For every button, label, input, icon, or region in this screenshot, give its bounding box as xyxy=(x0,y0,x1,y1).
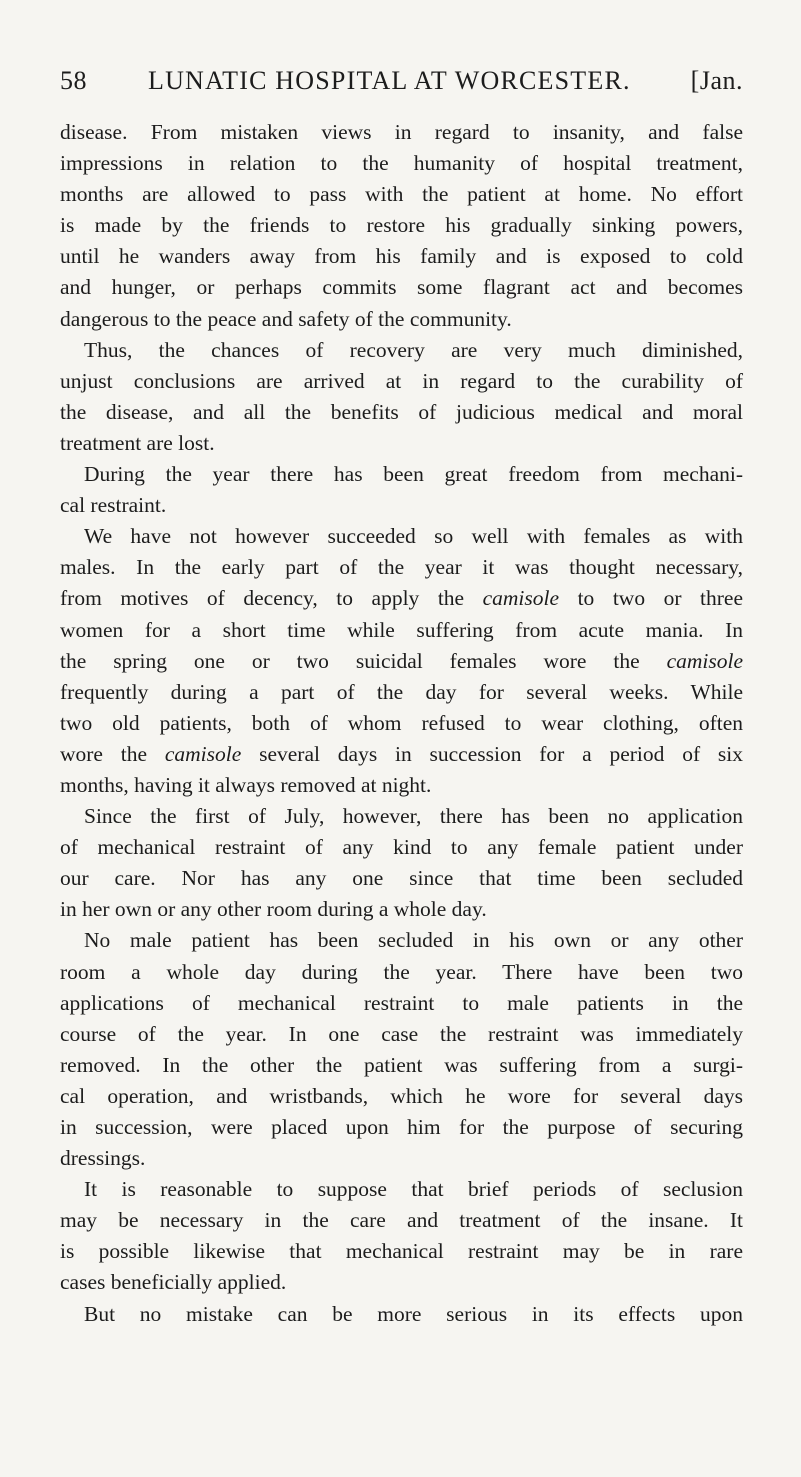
text-line: removed. In the other the patient was suffering from a surgi- xyxy=(60,1052,743,1077)
text-line: months are allowed to pass with the patient at home. No effort xyxy=(60,182,743,207)
text-line: cal restraint. xyxy=(60,493,167,518)
text-line: is possible likewise that mechanical restraint may be in rare xyxy=(60,1239,743,1264)
text-line xyxy=(60,583,743,614)
text-line: of mechanical restraint of any kind to any female patient under xyxy=(60,835,743,860)
text-line: women for a short time while suffering from acute mania. In xyxy=(60,617,743,642)
text-line: may be necessary in the care and treatment of the insane. It xyxy=(60,1208,743,1233)
paragraph-start-line: During the year there has been great freedom from mechani- xyxy=(84,462,743,487)
text-line: in succession, were placed upon him for the purpose of securing xyxy=(60,1115,743,1139)
text-line: room a whole day during the year. There have been two xyxy=(60,959,743,984)
text-line: impressions in relation to the humanity of hospital treatment, xyxy=(60,151,743,176)
text-line: until he wanders away from his family and is exposed to cold xyxy=(60,244,743,269)
text-line: our care. Nor has any one since that time been secluded xyxy=(60,866,743,891)
paragraph-start-line: Thus, the chances of recovery are very much diminished, xyxy=(84,337,743,362)
text-line: unjust conclusions are arrived at in regard to the curability of xyxy=(60,368,743,393)
text-line: males. In the early part of the year it was thought necessary, xyxy=(60,555,743,580)
text-line: course of the year. In one case the restraint was immediately xyxy=(60,1021,743,1046)
text-line: dressings. xyxy=(60,1146,146,1171)
text-line: the disease, and all the benefits of judicious medical and moral xyxy=(60,399,743,424)
text-line: dangerous to the peace and safety of the community. xyxy=(60,306,512,331)
text-line: disease. From mistaken views in regard to insanity, and false xyxy=(60,120,743,144)
running-date: [Jan. xyxy=(690,66,743,95)
text-line: two old patients, both of whom refused to wear clothing, often xyxy=(60,710,743,735)
text-line xyxy=(60,739,743,770)
paragraph-start-line: Since the first of July, however, there has been no application xyxy=(84,804,743,829)
paragraph-start-line: It is reasonable to suppose that brief periods of seclusion xyxy=(84,1177,743,1202)
text-line: months, having it always removed at night. xyxy=(60,772,432,797)
text-line: cases beneficially applied. xyxy=(60,1270,287,1295)
text-run: wore the xyxy=(60,741,165,766)
paragraph-start-line: But no mistake can be more serious in its effects upon xyxy=(84,1301,743,1326)
text-run: several days in succession for a period of six xyxy=(241,741,743,766)
text-line: in her own or any other room during a whole day. xyxy=(60,897,487,922)
page-number: 58 xyxy=(60,66,87,95)
text-line: treatment are lost. xyxy=(60,430,215,455)
paragraph-start-line: We have not however succeeded so well with females as with xyxy=(84,524,743,549)
paragraph-start-line: No male patient has been secluded in his own or any other xyxy=(84,928,743,953)
text-run: to two or three xyxy=(559,586,743,611)
running-title: LUNATIC HOSPITAL AT WORCESTER. xyxy=(148,66,631,95)
italic-term: camisole xyxy=(666,648,743,673)
running-head xyxy=(60,66,743,106)
text-run: from motives of decency, to apply the xyxy=(60,586,483,611)
text-line xyxy=(60,646,743,677)
italic-term: camisole xyxy=(482,586,560,611)
text-line: applications of mechanical restraint to male patients in the xyxy=(60,990,743,1015)
text-line: is made by the friends to restore his gradually sinking powers, xyxy=(60,213,743,238)
text-line: and hunger, or perhaps commits some flagrant act and becomes xyxy=(60,275,743,300)
italic-term: camisole xyxy=(164,741,242,766)
text-run: the spring one or two suicidal females wore the xyxy=(60,648,667,673)
body-text xyxy=(60,117,743,1330)
text-line: cal operation, and wristbands, which he wore for several days xyxy=(60,1083,743,1108)
text-line: frequently during a part of the day for several weeks. While xyxy=(60,679,743,704)
